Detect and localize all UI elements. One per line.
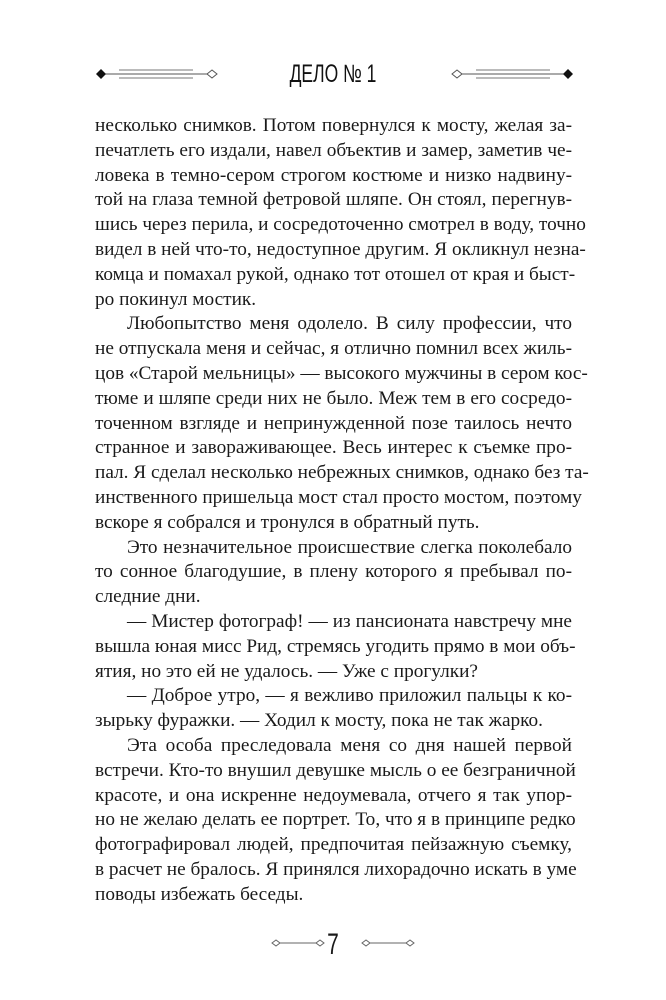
right-footer-ornament-icon	[360, 937, 416, 949]
paragraph	[95, 312, 589, 535]
text-line: Эта особа преследовала меня со дня нашей первой	[127, 734, 572, 756]
text-line: тюме и шляпе среди них не было. Меж тем в его сосредо-	[95, 387, 572, 409]
text-line: шись через перила, и сосредоточенно смотрел в воду, точно	[95, 214, 586, 236]
text-line: ловека в темно-сером строгом костюме и низко надвину-	[95, 164, 572, 186]
paragraph	[95, 114, 586, 312]
right-ornament-icon	[444, 66, 574, 86]
text-line: цов «Старой мельницы» — высокого мужчины в сером кос-	[95, 362, 588, 384]
text-line: печатлеть его издали, навел объектив и замер, заметив че-	[95, 139, 572, 161]
paragraph	[95, 684, 572, 734]
chapter-title: ДЕЛО № 1	[289, 60, 377, 88]
text-line: но не желаю делать ее портрет. То, что я в принципе редко	[95, 809, 576, 831]
text-line: ро покинул мостик.	[95, 288, 257, 310]
text-line: пал. Я сделал несколько небрежных снимков, однако без та-	[95, 462, 589, 484]
text-line: не отпускала меня и сейчас, я отлично помнил всех жиль-	[95, 338, 572, 360]
text-line: точенном взгляде и непринужденной позе таилось нечто	[95, 412, 572, 434]
text-line: инственного пришельца мост стал просто мостом, поэтому	[95, 486, 582, 508]
text-line: встречи. Кто-то внушил девушке мысль о ее безграничной	[95, 759, 576, 781]
text-line: красоте, и она искренне недоумевала, отчего я так упор-	[95, 784, 572, 806]
text-line: поводы избежать беседы.	[95, 883, 304, 905]
paragraph	[95, 734, 577, 908]
text-line: вышла юная мисс Рид, стремясь угодить прямо в мои объ-	[95, 635, 576, 657]
text-line: странное и завораживающее. Весь интерес к съемке про-	[95, 437, 572, 459]
page-number: 7	[327, 928, 339, 961]
text-line: в расчет не бралось. Я принялся лихорадочно искать в уме	[95, 858, 577, 880]
text-line: фотографировал людей, предпочитая пейзажную съемку,	[95, 834, 572, 856]
text-line: Это незначительное происшествие слегка поколебало	[127, 536, 572, 558]
text-line: несколько снимков. Потом повернулся к мосту, желая за-	[95, 115, 572, 136]
text-line: зырьку фуражки. — Ходил к мосту, пока не так жарко.	[95, 710, 544, 732]
page-footer	[0, 928, 666, 968]
text-line: — Мистер фотограф! — из пансионата навстречу мне	[127, 610, 572, 632]
paragraph	[95, 536, 572, 610]
text-line: ятия, но это ей не удалось. — Уже с прогулки?	[95, 660, 478, 682]
text-line: видел в ней что-то, недоступное другим. Я окликнул незна-	[95, 238, 586, 260]
paragraph	[95, 610, 576, 684]
text-line: то сонное благодушие, в плену которого я пребывал по-	[95, 561, 572, 583]
text-line: следние дни.	[95, 586, 201, 608]
text-line: комца и помахал рукой, однако тот отошел от края и быст-	[95, 263, 576, 285]
text-line: вскоре я собрался и тронулся в обратный путь.	[95, 511, 480, 533]
text-line: Любопытство меня одолело. В силу профессии, что	[127, 313, 572, 335]
text-line: той на глаза темной фетровой шляпе. Он стоял, перегнув-	[95, 189, 572, 211]
running-header	[0, 58, 666, 94]
text-line: — Доброе утро, — я вежливо приложил пальцы к ко-	[127, 685, 572, 707]
body-text	[95, 114, 589, 908]
